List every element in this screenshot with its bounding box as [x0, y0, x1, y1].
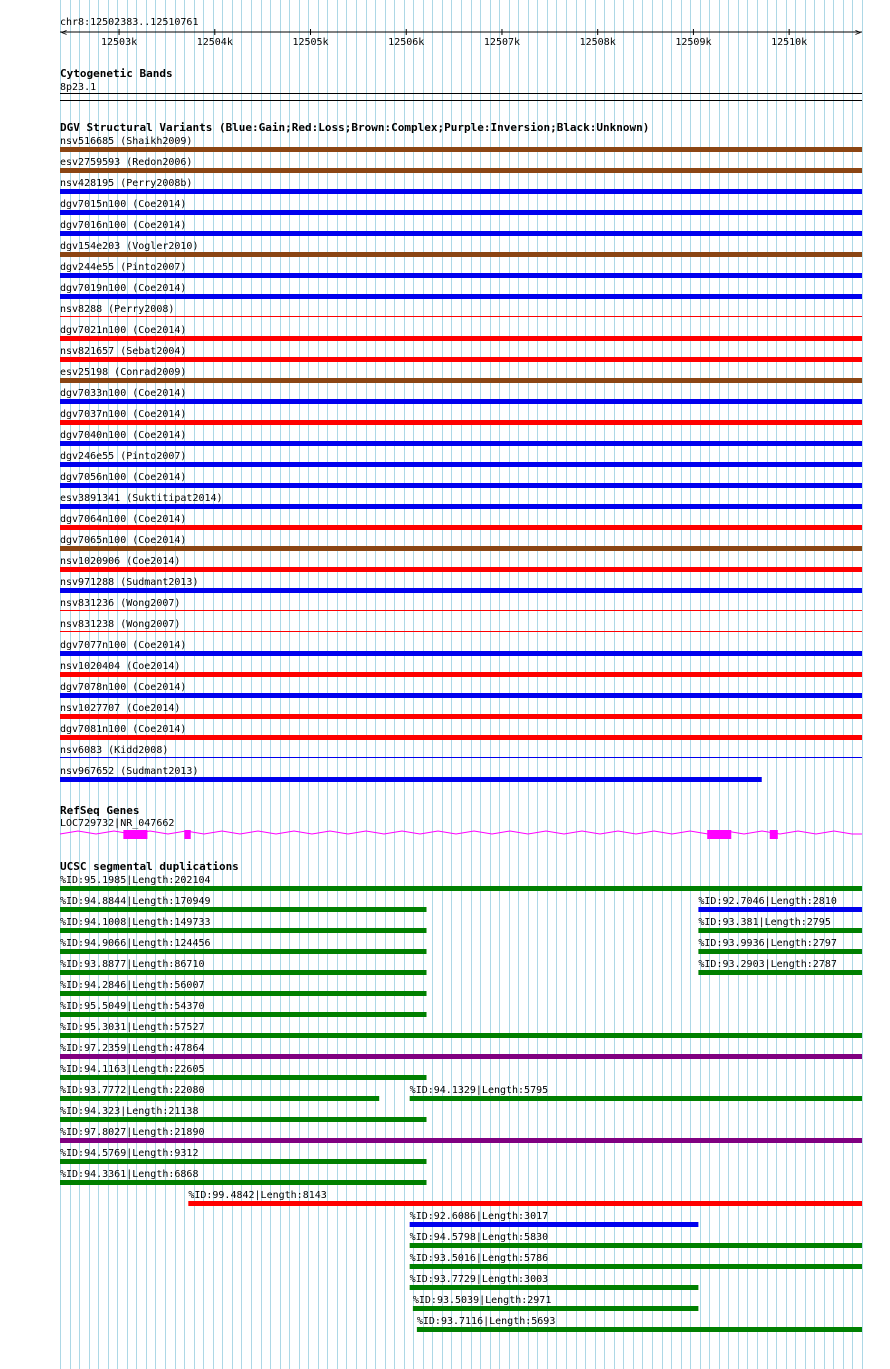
dgv-feature-bar[interactable] [60, 546, 862, 551]
dgv-feature-bar[interactable] [60, 336, 862, 341]
dgv-feature-bar[interactable] [60, 147, 862, 152]
dgv-feature-label[interactable]: esv3891341 (Suktitipat2014) [60, 493, 223, 504]
segdup-feature-bar[interactable] [698, 907, 862, 912]
segdup-feature-label[interactable]: %ID:94.1008|Length:149733 [60, 917, 211, 928]
segdup-feature-bar[interactable] [410, 1096, 862, 1101]
gene-exon[interactable] [707, 830, 731, 839]
dgv-feature-label[interactable]: nsv831238 (Wong2007) [60, 619, 181, 630]
dgv-feature-label[interactable]: dgv7056n100 (Coe2014) [60, 472, 187, 483]
dgv-feature-bar[interactable] [60, 525, 862, 530]
segdup-feature-label[interactable]: %ID:93.9936|Length:2797 [698, 938, 837, 949]
segdup-feature-label[interactable]: %ID:93.7772|Length:22080 [60, 1085, 205, 1096]
dgv-feature-bar[interactable] [60, 210, 862, 215]
dgv-feature-label[interactable]: dgv7019n100 (Coe2014) [60, 283, 187, 294]
dgv-feature-bar[interactable] [60, 651, 862, 656]
segdup-feature-label[interactable]: %ID:95.1985|Length:202104 [60, 875, 211, 886]
segdup-feature-bar[interactable] [60, 1159, 427, 1164]
dgv-feature-bar[interactable] [60, 777, 762, 782]
ruler-tick-label: 12505k [292, 37, 329, 48]
cytoband-bar-bottom [60, 100, 862, 101]
segdup-feature-label[interactable]: %ID:94.9066|Length:124456 [60, 938, 211, 949]
segdup-feature-bar[interactable] [60, 1054, 862, 1059]
dgv-feature-bar[interactable] [60, 441, 862, 446]
dgv-feature-label[interactable]: nsv516685 (Shaikh2009) [60, 136, 193, 147]
segdup-feature-label[interactable]: %ID:93.2903|Length:2787 [698, 959, 837, 970]
dgv-feature-label[interactable]: nsv831236 (Wong2007) [60, 598, 181, 609]
dgv-feature-label[interactable]: dgv244e55 (Pinto2007) [60, 262, 187, 273]
dgv-feature-label[interactable]: esv25198 (Conrad2009) [60, 367, 187, 378]
dgv-feature-bar[interactable] [60, 294, 862, 299]
dgv-feature-label[interactable]: dgv7065n100 (Coe2014) [60, 535, 187, 546]
ruler-location: chr8:12502383..12510761 [60, 17, 199, 28]
ruler-right-arrow: > [855, 27, 862, 39]
dgv-feature-bar[interactable] [60, 378, 862, 383]
segdup-feature-bar[interactable] [60, 1138, 862, 1143]
dgv-feature-bar[interactable] [60, 504, 862, 509]
segdup-feature-label[interactable]: %ID:94.1163|Length:22605 [60, 1064, 205, 1075]
dgv-feature-label[interactable]: dgv7081n100 (Coe2014) [60, 724, 187, 735]
segdup-feature-label[interactable]: %ID:97.2359|Length:47864 [60, 1043, 205, 1054]
segdup-feature-bar[interactable] [417, 1327, 862, 1332]
cytoband-title: Cytogenetic Bands [60, 67, 173, 80]
segdup-feature-bar[interactable] [410, 1222, 699, 1227]
dgv-feature-bar[interactable] [60, 588, 862, 593]
cytoband-label: 8p23.1 [60, 82, 97, 93]
dgv-feature-label[interactable]: dgv7033n100 (Coe2014) [60, 388, 187, 399]
ruler-tick-label: 12504k [196, 37, 233, 48]
segdup-feature-label[interactable]: %ID:93.8877|Length:86710 [60, 959, 205, 970]
ruler-left-arrow: < [61, 27, 68, 39]
segdup-feature-bar[interactable] [60, 886, 862, 891]
ruler-tick-label: 12503k [101, 37, 138, 48]
segdup-feature-label[interactable]: %ID:94.323|Length:21138 [60, 1106, 199, 1117]
segdup-feature-label[interactable]: %ID:94.3361|Length:6868 [60, 1169, 199, 1180]
segdup-feature-label[interactable]: %ID:94.5798|Length:5830 [409, 1232, 549, 1243]
dgv-feature-label[interactable]: nsv1027707 (Coe2014) [60, 703, 181, 714]
segdup-feature-label[interactable]: %ID:97.8027|Length:21890 [60, 1127, 205, 1138]
segdup-feature-bar[interactable] [60, 970, 427, 975]
segdup-feature-label[interactable]: %ID:93.5016|Length:5786 [409, 1253, 549, 1264]
dgv-feature-bar[interactable] [60, 168, 862, 173]
segdup-feature-label[interactable]: %ID:93.5039|Length:2971 [412, 1295, 552, 1306]
segdup-feature-bar[interactable] [60, 1117, 427, 1122]
dgv-feature-bar[interactable] [60, 273, 862, 278]
segdup-feature-bar[interactable] [60, 907, 427, 912]
segdup-feature-label[interactable]: %ID:93.7116|Length:5693 [416, 1316, 556, 1327]
segdup-feature-bar[interactable] [698, 970, 862, 975]
segdup-feature-bar[interactable] [410, 1285, 699, 1290]
segdup-feature-bar[interactable] [60, 928, 427, 933]
segdup-feature-bar[interactable] [413, 1306, 699, 1311]
dgv-feature-bar[interactable] [60, 567, 862, 572]
dgv-feature-bar[interactable] [60, 316, 862, 317]
dgv-feature-bar[interactable] [60, 462, 862, 467]
segdup-feature-bar[interactable] [60, 1033, 862, 1038]
segdup-feature-bar[interactable] [60, 1180, 427, 1185]
segdup-feature-label[interactable]: %ID:95.5049|Length:54370 [60, 1001, 205, 1012]
dgv-feature-bar[interactable] [60, 735, 862, 740]
dgv-feature-bar[interactable] [60, 252, 862, 257]
dgv-track-title: DGV Structural Variants (Blue:Gain;Red:Loss;Brown:Complex;Purple:Inversion;Black:Unknown) [60, 121, 650, 134]
dgv-feature-label[interactable]: nsv821657 (Sebat2004) [60, 346, 187, 357]
dgv-feature-bar[interactable] [60, 399, 862, 404]
refseq-track-title: RefSeq Genes [60, 804, 140, 817]
dgv-feature-label[interactable]: dgv7016n100 (Coe2014) [60, 220, 187, 231]
dgv-feature-bar[interactable] [60, 714, 862, 719]
segdup-feature-label[interactable]: %ID:93.7729|Length:3003 [409, 1274, 549, 1285]
dgv-feature-label[interactable]: dgv7021n100 (Coe2014) [60, 325, 187, 336]
segdup-feature-bar[interactable] [410, 1264, 862, 1269]
segdup-feature-bar[interactable] [698, 928, 862, 933]
segdup-feature-bar[interactable] [60, 1075, 427, 1080]
dgv-feature-bar[interactable] [60, 693, 862, 698]
dgv-feature-label[interactable]: nsv1020906 (Coe2014) [60, 556, 181, 567]
dgv-feature-label[interactable]: dgv7037n100 (Coe2014) [60, 409, 187, 420]
ruler-tick-label: 12508k [579, 37, 616, 48]
dgv-feature-label[interactable]: dgv154e203 (Vogler2010) [60, 241, 199, 252]
segdup-feature-bar[interactable] [698, 949, 862, 954]
segdup-feature-bar[interactable] [188, 1201, 862, 1206]
dgv-feature-bar[interactable] [60, 231, 862, 236]
segdup-feature-bar[interactable] [60, 949, 427, 954]
segdup-feature-label[interactable]: %ID:93.381|Length:2795 [698, 917, 831, 928]
ruler-tick-label: 12510k [771, 37, 808, 48]
segdup-track-title: UCSC segmental duplications [60, 860, 239, 873]
dgv-feature-bar[interactable] [60, 672, 862, 677]
segdup-feature-bar[interactable] [410, 1243, 862, 1248]
segdup-feature-label[interactable]: %ID:94.8844|Length:170949 [60, 896, 211, 907]
cytoband-bar [60, 93, 862, 94]
dgv-feature-label[interactable]: nsv8288 (Perry2008) [60, 304, 175, 315]
gene-label[interactable]: LOC729732|NR_047662 [60, 818, 175, 829]
segdup-feature-label[interactable]: %ID:92.6086|Length:3017 [409, 1211, 549, 1222]
dgv-feature-bar[interactable] [60, 631, 862, 632]
gene-exon[interactable] [184, 830, 190, 839]
dgv-feature-label[interactable]: dgv7015n100 (Coe2014) [60, 199, 187, 210]
dgv-feature-bar[interactable] [60, 610, 862, 611]
dgv-feature-bar[interactable] [60, 420, 862, 425]
dgv-feature-label[interactable]: nsv6083 (Kidd2008) [60, 745, 169, 756]
dgv-feature-label[interactable]: dgv7077n100 (Coe2014) [60, 640, 187, 651]
gene-exon[interactable] [123, 830, 147, 839]
dgv-feature-label[interactable]: nsv967652 (Sudmant2013) [60, 766, 199, 777]
dgv-feature-label[interactable]: nsv1020404 (Coe2014) [60, 661, 181, 672]
dgv-feature-label[interactable]: dgv7064n100 (Coe2014) [60, 514, 187, 525]
dgv-feature-bar[interactable] [60, 757, 862, 758]
dgv-feature-label[interactable]: nsv971288 (Sudmant2013) [60, 577, 199, 588]
dgv-feature-bar[interactable] [60, 483, 862, 488]
ruler-tick-label: 12506k [388, 37, 425, 48]
segdup-feature-label[interactable]: %ID:95.3031|Length:57527 [60, 1022, 205, 1033]
dgv-feature-label[interactable]: dgv7040n100 (Coe2014) [60, 430, 187, 441]
dgv-feature-label[interactable]: nsv428195 (Perry2008b) [60, 178, 193, 189]
segdup-feature-bar[interactable] [60, 1096, 379, 1101]
segdup-feature-label[interactable]: %ID:94.5769|Length:9312 [60, 1148, 199, 1159]
dgv-feature-label[interactable]: dgv7078n100 (Coe2014) [60, 682, 187, 693]
segdup-feature-label[interactable]: %ID:99.4842|Length:8143 [188, 1190, 327, 1201]
gene-exon[interactable] [770, 830, 778, 839]
dgv-feature-label[interactable]: esv2759593 (Redon2006) [60, 157, 193, 168]
ruler-tick-label: 12507k [483, 37, 521, 48]
dgv-feature-label[interactable]: dgv246e55 (Pinto2007) [60, 451, 187, 462]
dgv-feature-bar[interactable] [60, 189, 862, 194]
segdup-feature-bar[interactable] [60, 1012, 427, 1017]
segdup-feature-label[interactable]: %ID:94.1329|Length:5795 [409, 1085, 549, 1096]
ruler-tick-label: 12509k [675, 37, 712, 48]
segdup-feature-label[interactable]: %ID:92.7046|Length:2810 [698, 896, 837, 907]
segdup-feature-bar[interactable] [60, 991, 427, 996]
dgv-feature-bar[interactable] [60, 357, 862, 362]
segdup-feature-label[interactable]: %ID:94.2846|Length:56007 [60, 980, 205, 991]
